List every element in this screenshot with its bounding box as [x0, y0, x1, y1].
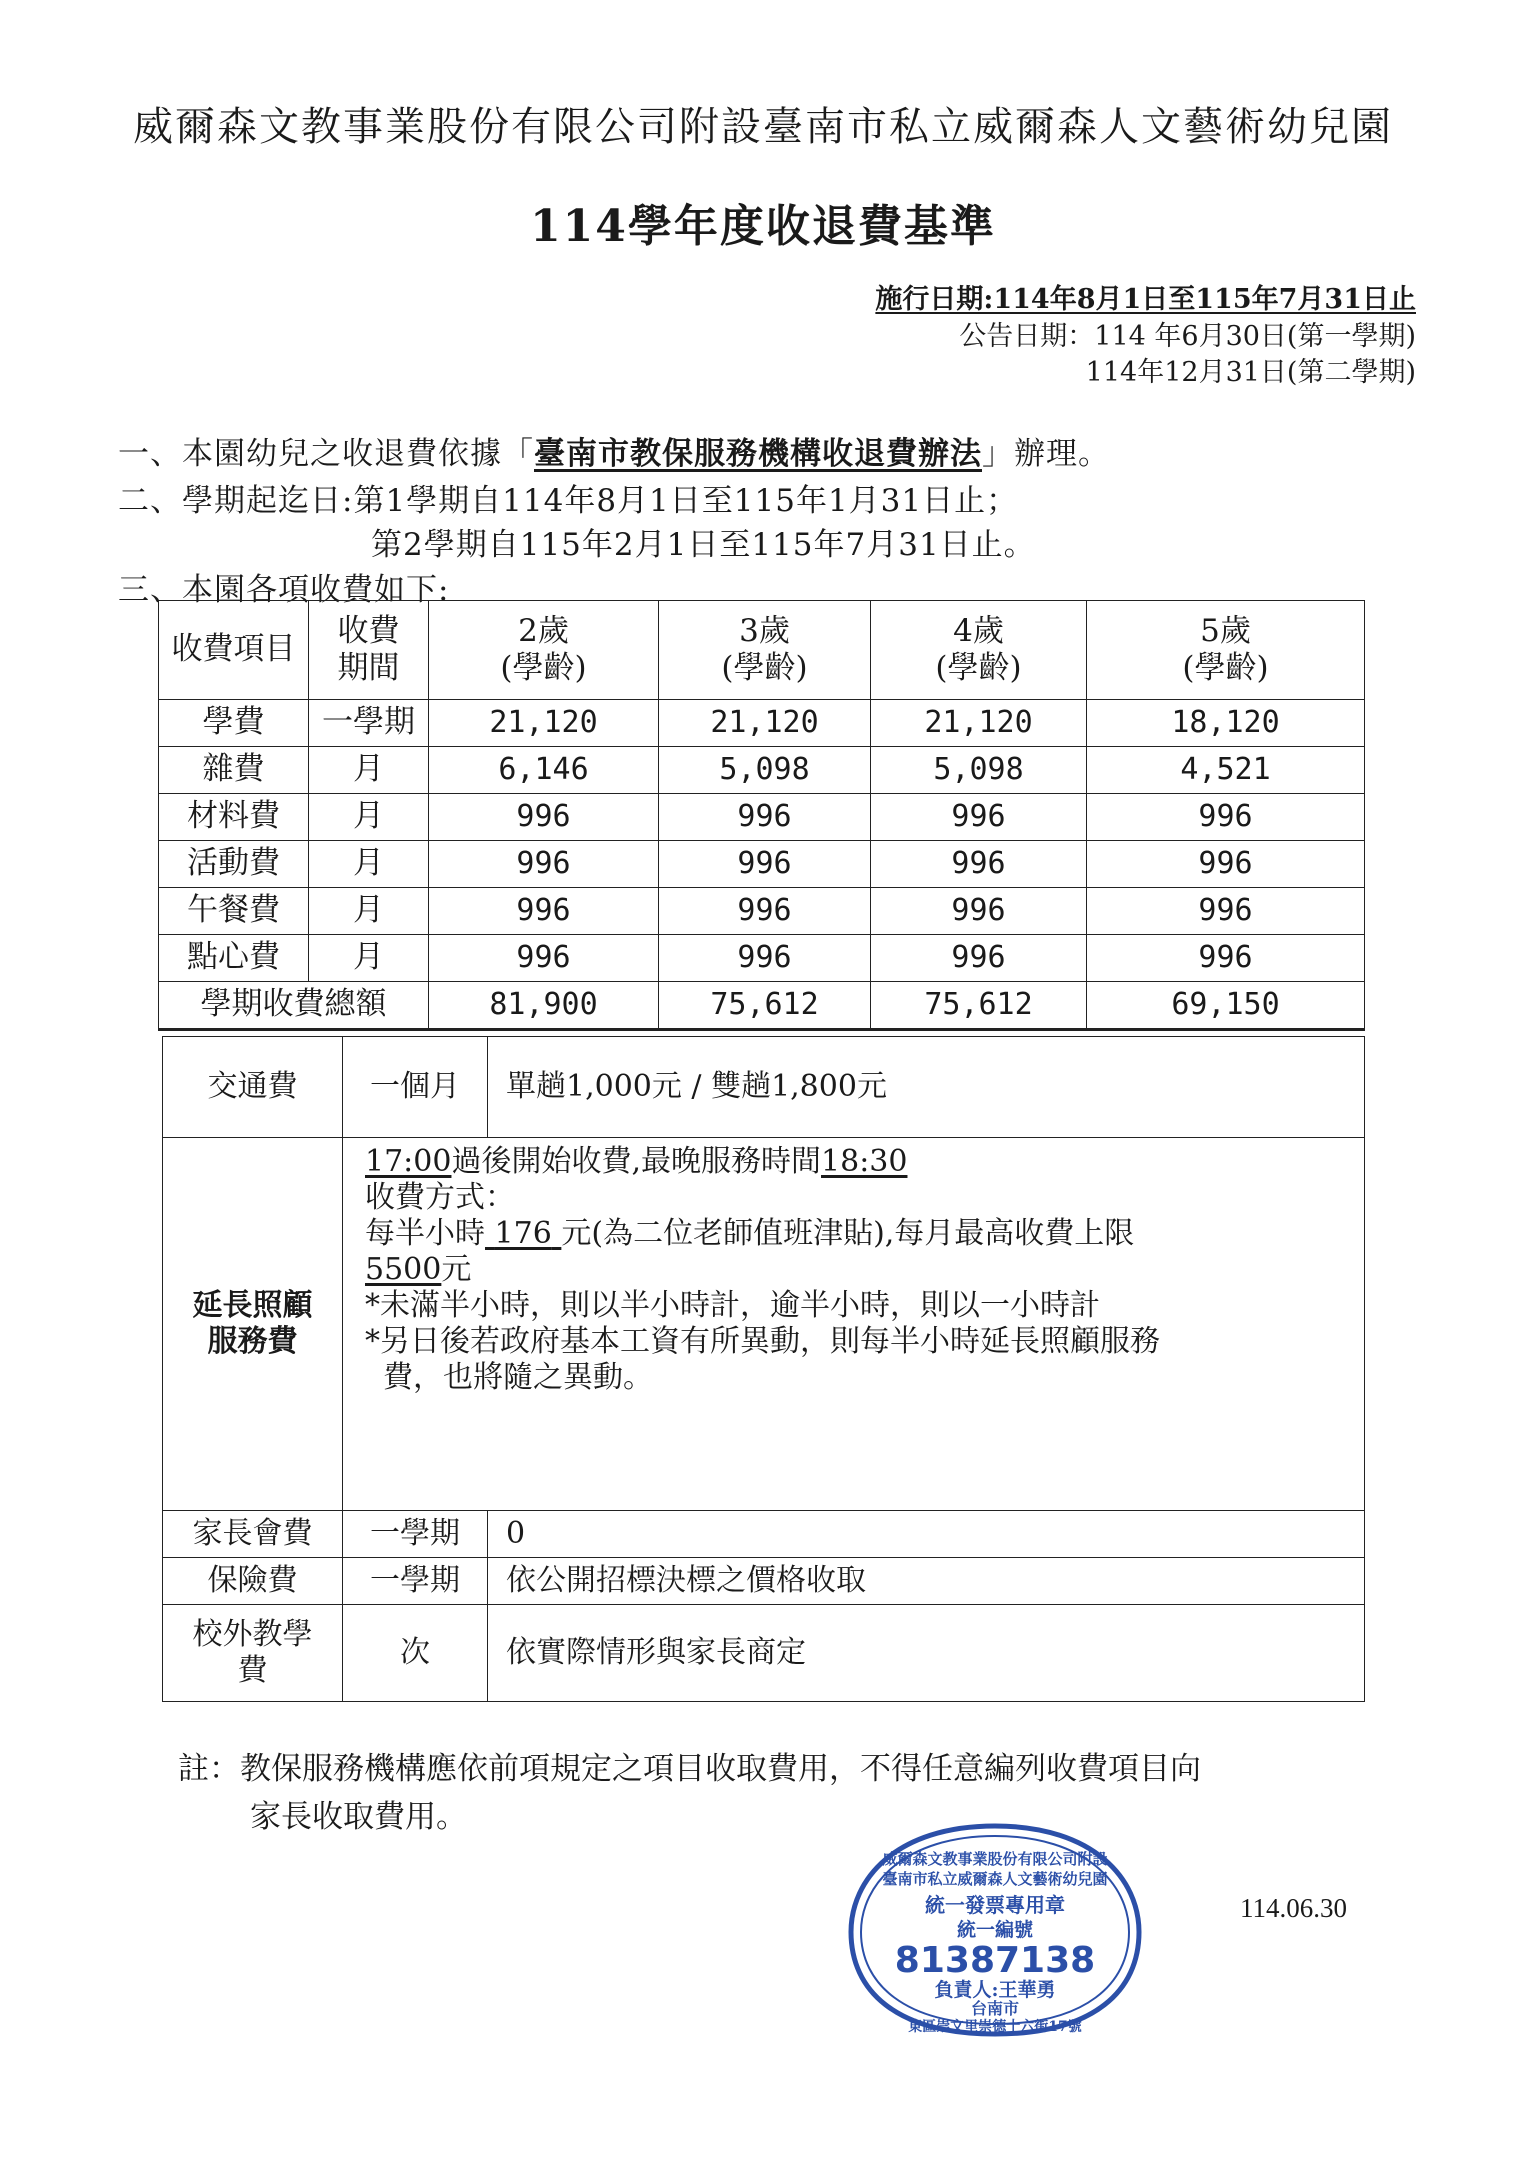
section-2-line-2: 第2學期自115年2月1日至115年7月31日止。	[371, 527, 1036, 563]
row-value: 5,098	[659, 747, 871, 794]
insurance-item: 保險費	[163, 1558, 343, 1605]
section-1-suffix: 」辦理。	[982, 436, 1110, 472]
transport-period: 一個月	[343, 1037, 488, 1138]
table-row	[159, 700, 1365, 747]
transport-item: 交通費	[163, 1037, 343, 1138]
row-value: 21,120	[429, 700, 659, 747]
row-value: 5,098	[871, 747, 1087, 794]
section-1-prefix: 一、本園幼兒之收退費依據「	[118, 436, 534, 472]
section-1	[118, 428, 1110, 473]
organization-name: 威爾森文教事業股份有限公司附設臺南市私立威爾森人文藝術幼兒園	[133, 104, 1393, 150]
extended-care-hours: 17:00過後開始收費,最晚服務時間18:30	[365, 1144, 908, 1179]
parent-assoc-desc: 0	[488, 1511, 1365, 1558]
row-period: 月	[309, 747, 429, 794]
header-age-2: 2歲 (學齡)	[429, 601, 659, 700]
seal-graphic	[845, 1820, 1145, 2040]
section-3: 三、本園各項收費如下:	[118, 572, 450, 608]
total-value: 75,612	[659, 982, 871, 1030]
row-value: 6,146	[429, 747, 659, 794]
header-item: 收費項目	[159, 601, 309, 700]
seal-city: 台南市	[970, 1999, 1020, 2018]
row-item: 學費	[159, 700, 309, 747]
footnote-line-1: 註：教保服務機構應依前項規定之項目收取費用，不得任意編列收費項目向	[178, 1751, 1201, 1787]
row-item: 活動費	[159, 841, 309, 888]
total-value: 75,612	[871, 982, 1087, 1030]
announce-date-2: 114年12月31日(第二學期)	[1085, 357, 1416, 388]
table-row	[159, 888, 1365, 935]
extended-care-method: 收費方式：	[365, 1180, 515, 1215]
extra-fee-table	[162, 1036, 1365, 1702]
row-item: 午餐費	[159, 888, 309, 935]
field-trip-item: 校外教學 費	[163, 1605, 343, 1702]
extended-care-note-2: *另日後若政府基本工資有所異動，則每半小時延長照顧服務	[365, 1324, 1160, 1359]
row-value: 996	[429, 935, 659, 982]
footnote	[178, 1745, 1378, 1841]
footnote-line-2: 家長收取費用。	[250, 1799, 467, 1836]
insurance-period: 一學期	[343, 1558, 488, 1605]
row-period: 一學期	[309, 700, 429, 747]
row-period: 月	[309, 935, 429, 982]
row-value: 996	[1087, 841, 1365, 888]
table-row	[159, 747, 1365, 794]
header-age-3: 3歲 (學齡)	[659, 601, 871, 700]
seal-owner: 負責人:王華勇	[934, 1979, 1056, 2001]
extended-care-rate: 每半小時 176 元(為二位老師值班津貼),每月最高收費上限	[365, 1216, 1135, 1251]
row-item: 材料費	[159, 794, 309, 841]
row-value: 996	[659, 794, 871, 841]
header-age-4: 4歲 (學齡)	[871, 601, 1087, 700]
parent-assoc-item: 家長會費	[163, 1511, 343, 1558]
total-value: 81,900	[429, 982, 659, 1030]
regulation-name: 臺南市教保服務機構收退費辦法	[534, 436, 982, 472]
company-seal	[845, 1820, 1145, 2044]
seal-line-1: 統一發票專用章	[925, 1893, 1065, 1917]
row-value: 4,521	[1087, 747, 1365, 794]
document-date: 114.06.30	[1240, 1893, 1347, 1923]
document-title: 114學年度收退費基準	[530, 201, 996, 252]
row-value: 996	[429, 794, 659, 841]
row-period: 月	[309, 841, 429, 888]
field-trip-desc: 依實際情形與家長商定	[488, 1605, 1365, 1702]
insurance-desc: 依公開招標決標之價格收取	[488, 1558, 1365, 1605]
extended-care-item: 延長照顧 服務費	[163, 1138, 343, 1511]
row-item: 點心費	[159, 935, 309, 982]
row-value: 21,120	[871, 700, 1087, 747]
section-2-line-1: 二、學期起迄日:第1學期自114年8月1日至115年1月31日止；	[118, 483, 1019, 519]
row-value: 996	[659, 888, 871, 935]
transport-desc: 單趟1,000元 / 雙趟1,800元	[488, 1037, 1365, 1138]
parent-assoc-period: 一學期	[343, 1511, 488, 1558]
extended-care-cap: 5500元	[365, 1252, 472, 1287]
row-value: 996	[429, 841, 659, 888]
row-value: 18,120	[1087, 700, 1365, 747]
seal-top-text-2: 臺南市私立威爾森人文藝術幼兒園	[882, 1870, 1108, 1888]
extended-care-desc	[343, 1138, 1365, 1511]
row-value: 996	[871, 794, 1087, 841]
seal-address: 東區崇文里崇德十六街17號	[908, 2019, 1082, 2035]
insurance-row	[163, 1558, 1365, 1605]
field-trip-period: 次	[343, 1605, 488, 1702]
total-label: 學期收費總額	[159, 982, 429, 1030]
extended-care-row	[163, 1138, 1365, 1511]
row-value: 996	[871, 888, 1087, 935]
announce-date-1: 公告日期：114 年6月30日(第一學期)	[959, 321, 1416, 352]
effective-date: 施行日期:114年8月1日至115年7月31日止	[875, 284, 1416, 315]
row-value: 996	[1087, 888, 1365, 935]
header-age-5: 5歲 (學齡)	[1087, 601, 1365, 700]
seal-top-text-1: 威爾森文教事業股份有限公司附設	[882, 1850, 1108, 1868]
total-value: 69,150	[1087, 982, 1365, 1030]
total-row	[159, 982, 1365, 1030]
header-period: 收費 期間	[309, 601, 429, 700]
row-value: 996	[1087, 794, 1365, 841]
fee-table-header	[159, 601, 1365, 700]
seal-line-2: 統一編號	[956, 1919, 1034, 1941]
row-value: 996	[871, 841, 1087, 888]
row-value: 996	[659, 935, 871, 982]
row-value: 21,120	[659, 700, 871, 747]
table-row	[159, 794, 1365, 841]
row-value: 996	[1087, 935, 1365, 982]
parent-assoc-row	[163, 1511, 1365, 1558]
extended-care-note-1: *未滿半小時，則以半小時計，逾半小時，則以一小時計	[365, 1288, 1100, 1323]
field-trip-row	[163, 1605, 1365, 1702]
row-period: 月	[309, 888, 429, 935]
transport-row	[163, 1037, 1365, 1138]
row-value: 996	[429, 888, 659, 935]
table-row	[159, 841, 1365, 888]
row-value: 996	[871, 935, 1087, 982]
seal-number: 81387138	[894, 1940, 1096, 1981]
row-period: 月	[309, 794, 429, 841]
table-row	[159, 935, 1365, 982]
extended-care-note-2b: 費，也將隨之異動。	[383, 1360, 653, 1395]
row-value: 996	[659, 841, 871, 888]
row-item: 雜費	[159, 747, 309, 794]
fee-table	[158, 600, 1365, 1031]
